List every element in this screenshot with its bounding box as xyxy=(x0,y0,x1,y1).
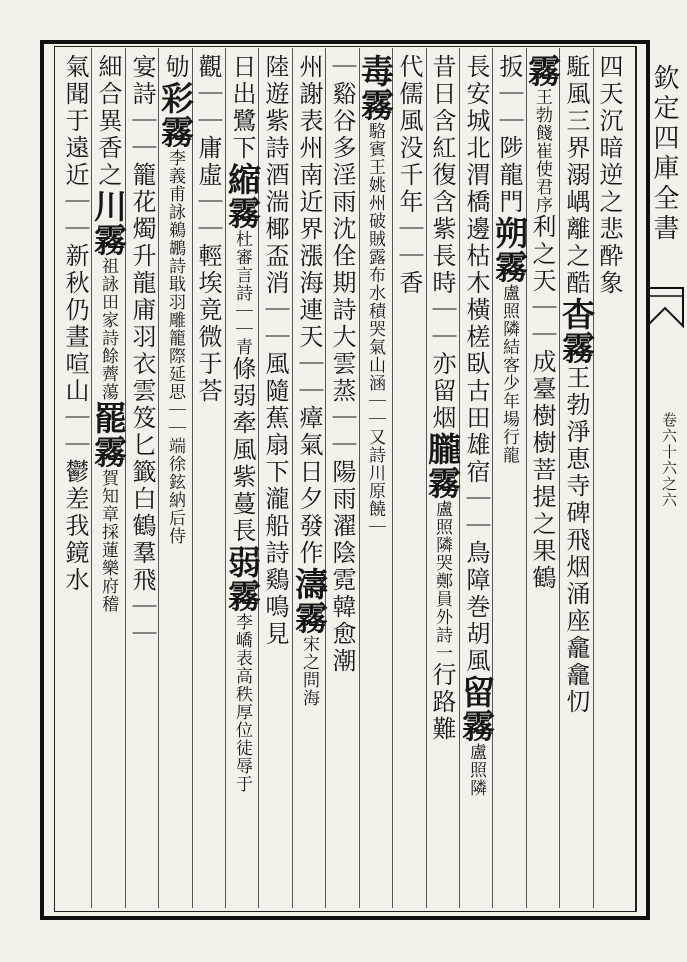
text-segment: 雄宿｜｜鳥障巻胡風 xyxy=(462,432,490,675)
text-segment: 詩鷄鳴見 xyxy=(261,540,289,648)
text-column xyxy=(289,54,329,904)
text-segment: 宋之問海 xyxy=(299,635,319,707)
text-column xyxy=(456,54,496,904)
text-segment: 駈風三界溺嵎離之酷 xyxy=(562,54,590,297)
text-column xyxy=(122,54,162,904)
text-segment: 李義甫詠鵜鶘詩戢羽雕籠際延思｜｜端徐鉉納后侍 xyxy=(165,149,185,545)
text-segment: 扳｜｜陟龍門 xyxy=(495,54,523,216)
text-segment: 李嶠表高秩厚位徒辱于 xyxy=(232,613,252,793)
text-segment: 長安城北渭橋邊枯木橫槎臥古田 xyxy=(462,54,490,432)
text-segment: 盧照隣 xyxy=(466,743,486,797)
headword: 霧 xyxy=(523,54,562,88)
headword: 罷霧 xyxy=(89,401,128,469)
headword: 留霧 xyxy=(457,675,496,743)
text-segment: 行路難 xyxy=(428,662,456,743)
headword: 濤霧 xyxy=(290,567,329,635)
text-segment: 盧照隣哭鄭員外詩一 xyxy=(432,500,452,662)
headword: 毒霧 xyxy=(356,54,395,122)
text-segment: 氣聞于遠近 xyxy=(61,54,89,189)
headword: 彩霧 xyxy=(156,81,195,149)
text-segment: ｜｜新秋仍晝喧 xyxy=(61,189,89,378)
fish-tail-icon xyxy=(645,286,685,328)
text-segment: 祖詠田家詩餘薺蕩 xyxy=(98,257,118,401)
text-segment: 州謝表州南近界漲海連天｜｜瘴氣日夕發作 xyxy=(295,54,323,567)
text-column xyxy=(55,54,95,904)
text-segment: 觀｜｜ xyxy=(194,54,222,135)
text-segment: 陸遊紫詩酒湍椰盃消｜｜風隨蕉扇下瀧船 xyxy=(261,54,289,540)
side-folio: 卷六十六之六 xyxy=(660,412,678,508)
text-segment: ｜谿谷多淫雨沈佺期詩大雲蒸｜｜陽雨濯陰霓韓愈潮 xyxy=(328,54,356,675)
text-column xyxy=(222,54,262,904)
text-segment: 駱賓王姚州破賊露布水積哭氣山涵｜｜又詩川原饒｜ xyxy=(365,122,385,536)
text-column xyxy=(556,54,596,904)
text-segment: 盧照隣結客少年場行龍 xyxy=(499,284,519,464)
headword: 朔霧 xyxy=(490,216,529,284)
text-segment: 賀知章採蓮樂府稽 xyxy=(98,469,118,613)
text-segment: 宴詩｜｜籠花燭升龍庯羽衣雲笈匕籤白鶴羣飛｜｜ xyxy=(128,54,156,648)
text-segment: 杜審言詩｜｜青 xyxy=(232,230,252,356)
side-title: 欽定四庫全書 xyxy=(649,64,679,244)
text-segment: 劬 xyxy=(161,54,189,81)
headword: 弱霧 xyxy=(223,545,262,613)
text-segment: 四天沉暗逆之悲酔象 xyxy=(595,54,623,297)
text-segment: 山｜｜鬱差我鏡水 xyxy=(61,378,89,594)
text-segment: 日出鷺下 xyxy=(228,54,256,162)
text-segment: 昔日含紅復含紫長時｜｜亦留烟 xyxy=(428,54,456,432)
text-segment: 庸虛｜｜輕埃竟微于荅 xyxy=(194,135,222,405)
text-segment: 王勃餞崔使君序 xyxy=(532,88,552,214)
headword: 杳霧 xyxy=(557,297,596,365)
text-column xyxy=(389,54,429,904)
text-segment: 代儒風没千年｜｜香 xyxy=(395,54,423,297)
text-segment: 細合異香之 xyxy=(94,54,122,189)
text-segment: 條弱牽風紫蔓長 xyxy=(228,356,256,545)
headword: 縮霧 xyxy=(223,162,262,230)
text-segment: 利之天｜｜成臺樹樹菩提之果鶴 xyxy=(528,214,556,592)
headword: 川霧 xyxy=(89,189,128,257)
headword: 朧霧 xyxy=(423,432,462,500)
text-segment: 王勃淨恵寺碑飛烟涌座龕龕忉 xyxy=(562,365,590,716)
